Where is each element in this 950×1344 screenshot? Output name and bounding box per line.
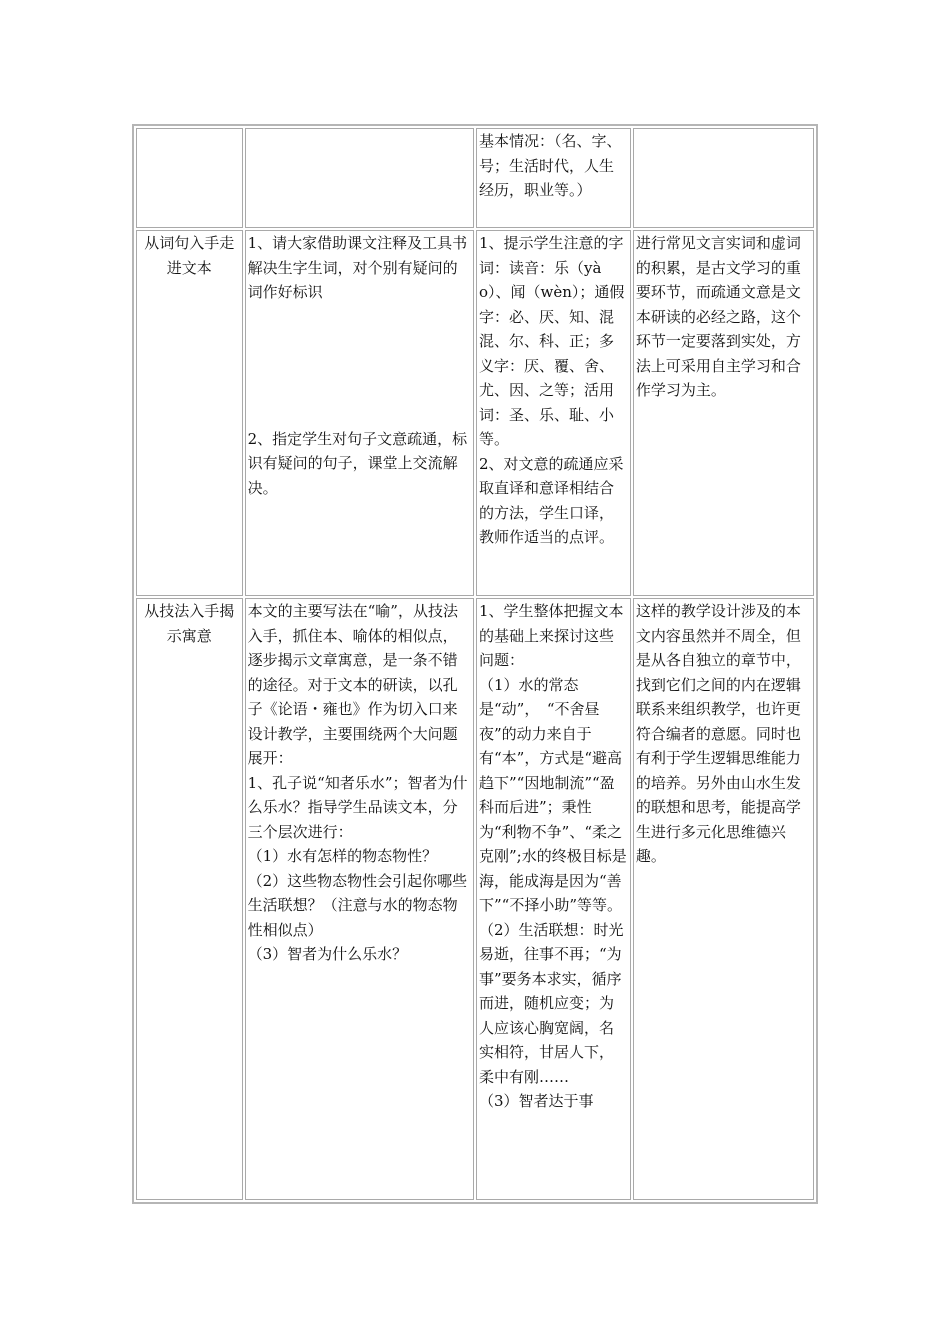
paragraph: 2、指定学生对句子文意疏通，标识有疑问的句子，课堂上交流解决。 xyxy=(247,429,468,497)
table-row xyxy=(136,230,814,596)
paragraph: （3）智者为什么乐水？ xyxy=(247,945,408,963)
table-row xyxy=(136,598,814,1200)
paragraph: 1、提示学生注意的字词：读音：乐（yào）、闻（wèn）；通假字：必、厌、知、混混、尔、科、正；多义字：厌、覆、舍、尤、因、之等；活用词：圣、乐、耻、小等。 xyxy=(478,234,625,448)
guidance-cell xyxy=(476,230,631,596)
rationale-cell xyxy=(633,128,814,228)
paragraph: 1、请大家借助课文注释及工具书解决生字生词，对个别有疑问的词作好标识 xyxy=(247,234,468,301)
guidance-cell xyxy=(476,598,631,1200)
spacer xyxy=(248,305,471,427)
paragraph: （2）这些物态物性会引起你哪些生活联想？（注意与水的物态物性相似点） xyxy=(247,871,468,939)
rationale-cell: 这样的教学设计涉及的本文内容虽然并不周全，但是从各自独立的章节中，找到它们之间的内在逻辑联系来组织教学，也许更符合编者的意愿。同时也有利于学生逻辑思维能力的培养。另外由山水生发的联想和思考，能提高学生进行多元化思维德兴趣。 xyxy=(633,598,814,1200)
rationale-cell: 进行常见文言实词和虚词的积累，是古文学习的重要环节，而疏通文意是文本研读的必经之路，这个环节一定要落到实处，方法上可采用自主学习和合作学习为主。 xyxy=(633,230,814,596)
activity-cell xyxy=(245,230,474,596)
stage-cell xyxy=(136,128,243,228)
lesson-plan-table xyxy=(132,124,818,1204)
paragraph: （1）水有怎样的物态物性？ xyxy=(247,847,438,865)
paragraph: 2、对文意的疏通应采取直译和意译相结合的方法，学生口译，教师作适当的点评。 xyxy=(478,454,624,546)
paragraph: （2）生活联想：时光易逝，往事不再；“为事”要务本求实，循序而进，随机应变；为人应该心胸宽阔，名实相符，甘居人下，柔中有刚…… xyxy=(478,920,624,1086)
paragraph: 本文的主要写法在“喻”，从技法入手，抓住本、喻体的相似点，逐步揭示文章寓意，是一条不错的途径。对于文本的研读，以孔子《论语・雍也》作为切入口来设计教学，主要围绕两个大问题展开： xyxy=(247,602,458,767)
paragraph: （3）智者达于事 xyxy=(478,1092,594,1110)
stage-cell: 从词句入手走进文本 xyxy=(136,230,243,596)
activity-cell xyxy=(245,128,474,228)
activity-cell xyxy=(245,598,474,1200)
paragraph: 基本情况：（名、字、号；生活时代，人生经历，职业等。） xyxy=(478,132,622,199)
stage-cell: 从技法入手揭示寓意 xyxy=(136,598,243,1200)
paragraph: 1、孔子说“知者乐水”；智者为什么乐水？指导学生品读文本，分三个层次进行： xyxy=(247,773,468,841)
paragraph: 1、学生整体把握文本的基础上来探讨这些问题： xyxy=(478,602,624,669)
table-row xyxy=(136,128,814,228)
guidance-cell xyxy=(476,128,631,228)
paragraph: （1）水的常态是“动”， “不舍昼夜”的动力来自于有“本”，方式是“避高趋下”“因地制流”“盈科而后进”；秉性为“利物不争”、“柔之克刚”;水的终极目标是海，能成海是因为“善下”“不择小助”等等。 xyxy=(478,675,627,914)
